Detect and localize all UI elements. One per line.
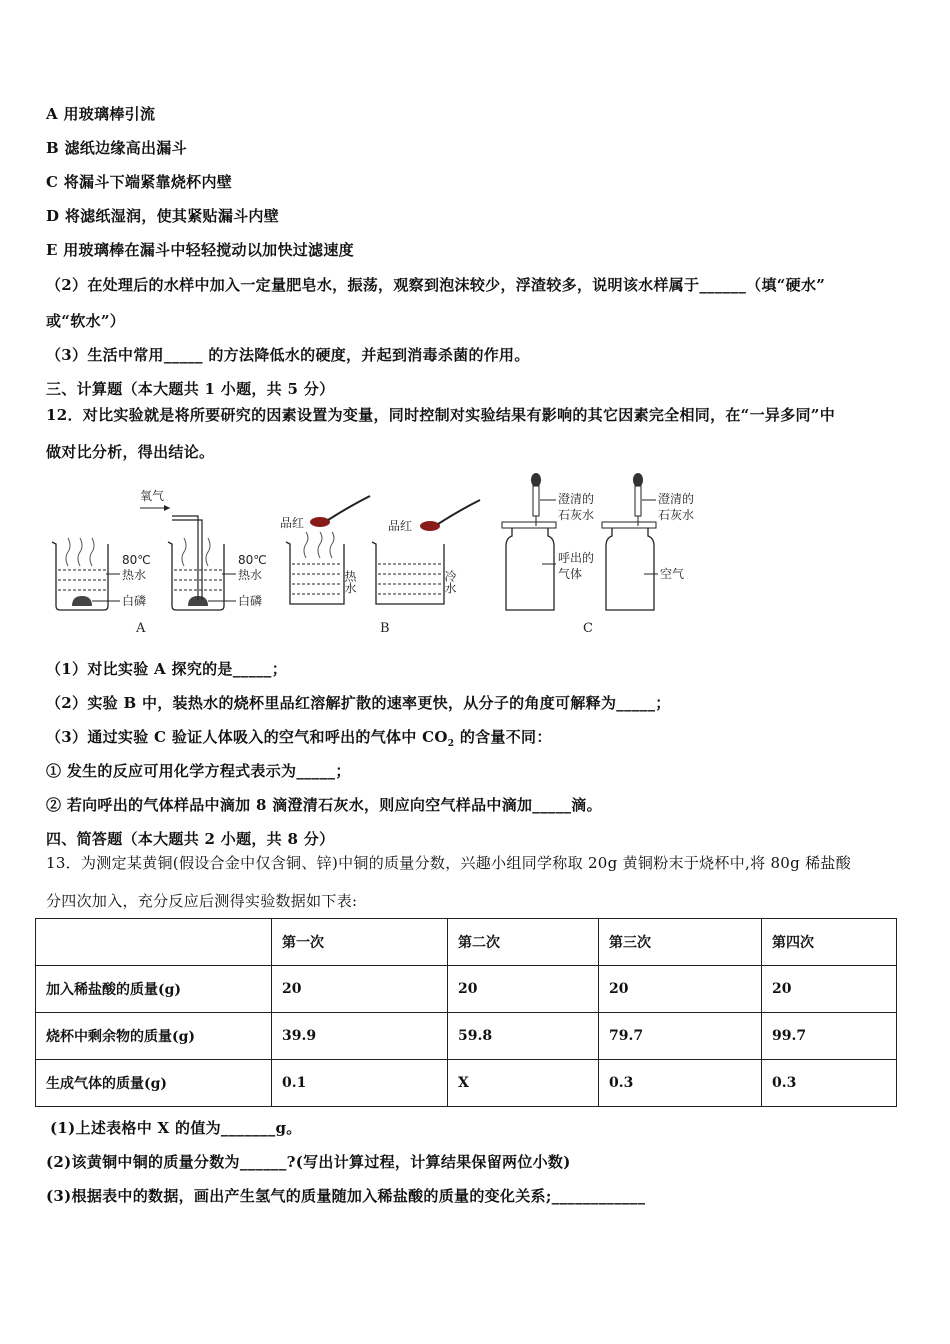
q13-part3: (3)根据表中的数据，画出产生氢气的质量随加入稀盐酸的质量的变化关系;____________ xyxy=(46,1187,646,1205)
a1-water: 热水 xyxy=(122,568,147,582)
c1-exhaled-2: 气体 xyxy=(558,567,583,581)
q12-stem-line2: 做对比分析，得出结论。 xyxy=(46,443,215,461)
c2-reagent-1: 澄清的 xyxy=(658,492,695,506)
experiment-figure xyxy=(40,470,920,640)
figure-label-c: C xyxy=(583,621,593,636)
c1-reagent-2: 石灰水 xyxy=(558,508,595,522)
q12-part3-prefix: （3）通过实验 C 验证人体吸入的空气和呼出的气体中 CO xyxy=(46,728,448,746)
table-header-row xyxy=(36,919,897,966)
a2-temp: 80℃ xyxy=(238,553,267,567)
q12-part3-suffix: 的含量不同： xyxy=(454,728,552,746)
table-header-cell: 第一次 xyxy=(272,919,448,966)
q13-part2: (2)该黄铜中铜的质量分数为______?(写出计算过程，计算结果保留两位小数) xyxy=(46,1153,571,1171)
c2-reagent-2: 石灰水 xyxy=(658,508,695,522)
option-c: C 将漏斗下端紧靠烧杯内壁 xyxy=(46,173,233,191)
table-header-cell: 第三次 xyxy=(599,919,762,966)
c1-exhaled-1: 呼出的 xyxy=(558,551,595,565)
q13-stem-line2: 分四次加入，充分反应后测得实验数据如下表: xyxy=(46,892,358,910)
figure-label-b: B xyxy=(380,621,390,636)
experiment-c-bottle-exhaled xyxy=(502,473,556,610)
experiment-a-beaker-1 xyxy=(52,538,120,610)
option-d: D 将滤纸湿润，使其紧贴漏斗内壁 xyxy=(46,207,280,225)
table-row xyxy=(36,1013,897,1060)
table-cell: 99.7 xyxy=(762,1013,897,1060)
a1-temp: 80℃ xyxy=(122,553,151,567)
q11-part2-line1: （2）在处理后的水样中加入一定量肥皂水，振荡，观察到泡沫较少，浮渣较多，说明该水样属于______（填“硬水” xyxy=(46,276,826,294)
b-hot-label: 热水 xyxy=(343,570,357,594)
table-cell: 生成气体的质量(g) xyxy=(36,1060,272,1107)
experiment-b-hot-beaker xyxy=(286,496,370,604)
q12-part3-sub: 2 xyxy=(447,739,455,749)
table-cell: 20 xyxy=(762,966,897,1013)
table-cell: 59.8 xyxy=(448,1013,599,1060)
table-cell: 20 xyxy=(599,966,762,1013)
table-row xyxy=(36,966,897,1013)
table-cell: 39.9 xyxy=(272,1013,448,1060)
option-b: B 滤纸边缘高出漏斗 xyxy=(46,139,187,157)
q12-part3-1: ① 发生的反应可用化学方程式表示为_____； xyxy=(46,762,351,780)
q13-part1: (1)上述表格中 X 的值为_______g。 xyxy=(50,1119,302,1137)
b-cold-label: 冷水 xyxy=(443,570,457,594)
table-cell: 20 xyxy=(448,966,599,1013)
q13-stem-line1: 13．为测定某黄铜(假设合金中仅含铜、锌)中铜的质量分数，兴趣小组同学称取 20g 黄铜粉末于烧杯中,将 80g 稀盐酸 xyxy=(46,854,852,872)
option-e: E 用玻璃棒在漏斗中轻轻搅动以加快过滤速度 xyxy=(46,241,354,259)
a2-water: 热水 xyxy=(238,568,263,582)
figure-label-a: A xyxy=(136,621,146,636)
experiment-c-bottle-air xyxy=(602,473,658,610)
table-cell: X xyxy=(448,1060,599,1107)
table-cell: 加入稀盐酸的质量(g) xyxy=(36,966,272,1013)
b-dye-label-1: 品红 xyxy=(280,516,305,530)
table-cell: 0.3 xyxy=(599,1060,762,1107)
experiment-b-cold-beaker xyxy=(372,500,480,604)
table-row xyxy=(36,1060,897,1107)
section3-heading: 三、计算题（本大题共 1 小题，共 5 分） xyxy=(46,380,335,398)
table-header-cell: 第四次 xyxy=(762,919,897,966)
q12-stem-line1: 12．对比实验就是将所要研究的因素设置为变量，同时控制对实验结果有影响的其它因素完全相同，在“一异多同”中 xyxy=(46,406,836,424)
table-cell: 0.1 xyxy=(272,1060,448,1107)
a-gas-label: 氧气 xyxy=(140,489,165,503)
table-cell: 20 xyxy=(272,966,448,1013)
a1-phosphorus: 白磷 xyxy=(122,594,147,608)
q12-part1: （1）对比实验 A 探究的是_____； xyxy=(46,660,288,678)
table-header-cell: 第二次 xyxy=(448,919,599,966)
table-cell: 0.3 xyxy=(762,1060,897,1107)
table-cell: 烧杯中剩余物的质量(g) xyxy=(36,1013,272,1060)
c1-reagent-1: 澄清的 xyxy=(558,492,595,506)
table-header-cell xyxy=(36,919,272,966)
c2-air: 空气 xyxy=(660,567,685,581)
q12-part2: （2）实验 B 中，装热水的烧杯里品红溶解扩散的速率更快，从分子的角度可解释为_____； xyxy=(46,694,671,712)
table-cell: 79.7 xyxy=(599,1013,762,1060)
q11-part3: （3）生活中常用_____ 的方法降低水的硬度，并起到消毒杀菌的作用。 xyxy=(46,346,530,364)
data-table xyxy=(35,918,897,1107)
b-dye-label-2: 品红 xyxy=(388,519,413,533)
a2-phosphorus: 白磷 xyxy=(238,594,263,608)
q12-part3 xyxy=(46,726,552,749)
q12-part3-2: ② 若向呼出的气体样品中滴加 8 滴澄清石灰水，则应向空气样品中滴加_____滴。 xyxy=(46,796,602,814)
q11-part2-line2: 或“软水”） xyxy=(46,312,126,330)
section4-heading: 四、简答题（本大题共 2 小题，共 8 分） xyxy=(46,830,335,848)
option-a: A 用玻璃棒引流 xyxy=(46,105,156,123)
experiment-a-beaker-2 xyxy=(140,505,236,610)
